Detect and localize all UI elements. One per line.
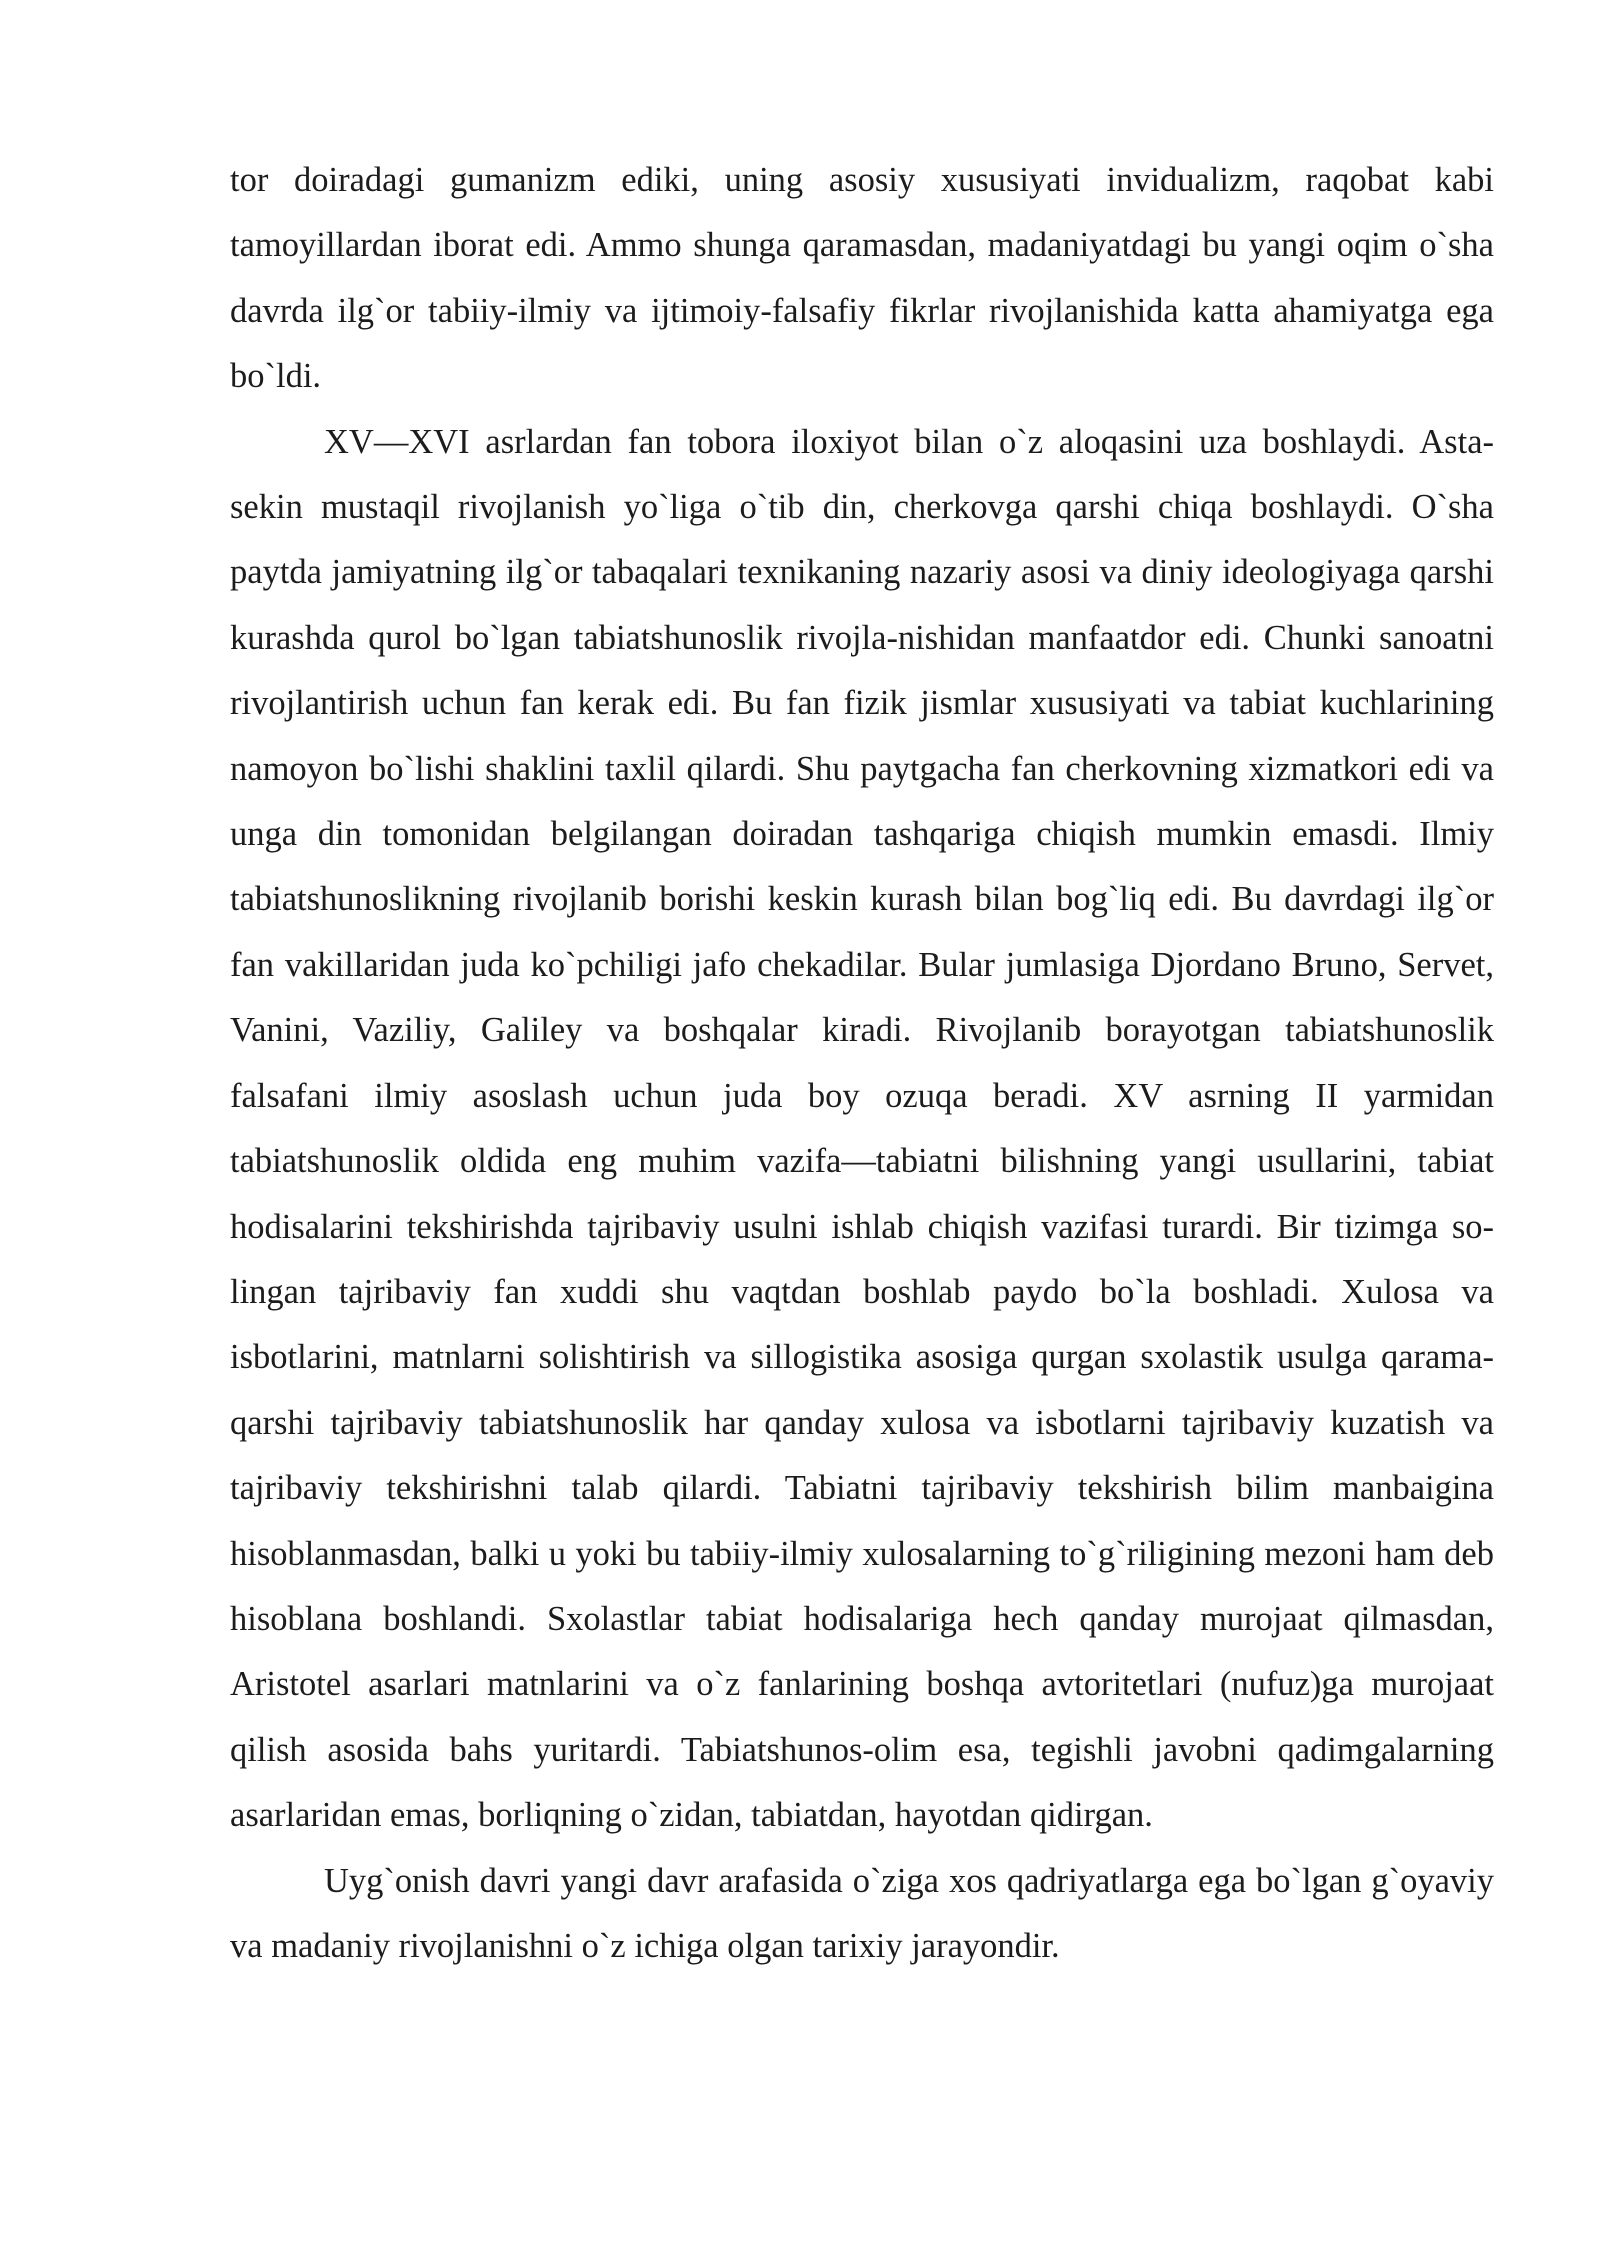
body-text: [230, 148, 1494, 1979]
paragraph-1: tor doiradagi gumanizm ediki, uning asosiy xususiyati invidualizm, raqobat kabi tamoyillardan iborat edi. Ammo shunga qaramasdan, madaniyatdagi bu yangi oqim o`sha davrda ilg`or tabiiy-ilmiy va ijtimoiy-falsafiy fikrlar rivojlanishida katta ahamiyatga ega bo`ldi.: [230, 161, 1494, 396]
paragraph-2: XV—XVI asrlardan fan tobora iloxiyot bilan o`z aloqasini uza boshlaydi. Asta-sekin mustaqil rivojlanish yo`liga o`tib din, cherkovga qarshi chiqa boshlaydi. O`sha paytda jamiyatning ilg`or tabaqalari texnikaning nazariy asosi va diniy ideologiyaga qarshi kurashda qurol bo`lgan tabiatshunoslik rivojla-nishidan manfaatdor edi. Chunki sanoatni rivojlantirish uchun fan kerak edi. Bu fan fizik jismlar xususiyati va tabiat kuchlarining namoyon bo`lishi shaklini taxlil qilardi. Shu paytgacha fan cherkovning xizmatkori edi va unga din tomonidan belgilangan doiradan tashqariga chiqish mumkin emasdi. Ilmiy tabiatshunoslikning rivojlanib borishi keskin kurash bilan bog`liq edi. Bu davrdagi ilg`or fan vakillaridan juda ko`pchiligi jafo chekadilar. Bular jumlasiga Djordano Bruno, Servet, Vanini, Vaziliy, Galiley va boshqalar kiradi. Rivojlanib borayotgan tabiatshunoslik falsafani ilmiy asoslash uchun juda boy ozuqa beradi. XV asrning II yarmidan tabiatshunoslik oldida eng muhim vazifa—tabiatni bilishning yangi usullarini, tabiat hodisalarini tekshirishda tajribaviy usulni ishlab chiqish vazifasi turardi. Bir tizimga so-lingan tajribaviy fan xuddi shu vaqtdan boshlab paydo bo`la boshladi. Xulosa va isbotlarini, matnlarni solishtirish va sillogistika asosiga qurgan sxolastik usulga qarama-qarshi tajribaviy tabiatshunoslik har qanday xulosa va isbotlarni tajribaviy kuzatish va tajribaviy tekshirishni talab qilardi. Tabiatni tajribaviy tekshirish bilim manbaigina hisoblanmasdan, balki u yoki bu tabiiy-ilmiy xulosalarning to`g`riligining mezoni ham deb hisoblana boshlandi. Sxolastlar tabiat hodisalariga hech qanday murojaat qilmasdan, Aristotel asarlari matnlarini va o`z fanlarining boshqa avtoritetlari (nufuz)ga murojaat qilish asosida bahs yuritardi. Tabiatshunos-olim esa, tegishli javobni qadimgalarning asarlaridan emas, borliqning o`zidan, tabiatdan, hayotdan qidirgan.: [230, 422, 1494, 1835]
paragraph-3: Uyg`onish davri yangi davr arafasida o`ziga xos qadriyatlarga ega bo`lgan g`oyaviy va madaniy rivojlanishni o`z ichiga olgan tarixiy jarayondir.: [230, 1861, 1494, 1965]
